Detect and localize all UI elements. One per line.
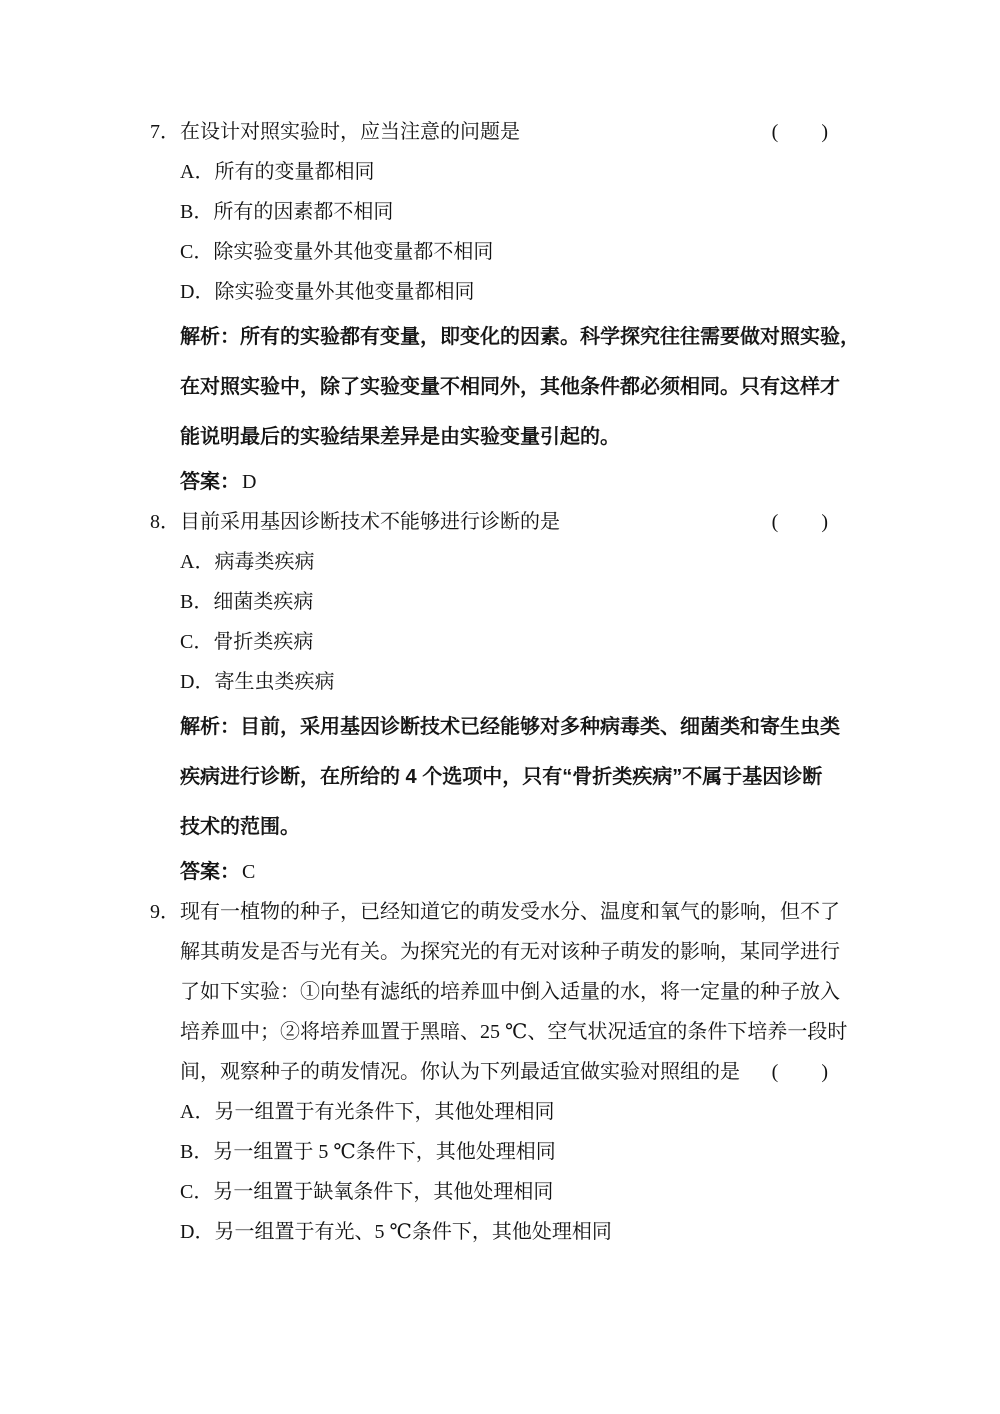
option-d: D．寄生虫类疾病 bbox=[180, 671, 335, 693]
answer-bracket: ( ) bbox=[771, 511, 829, 533]
question-9-stem-line-3: 了如下实验：①向垫有滤纸的培养皿中倒入适量的水，将一定量的种子放入 bbox=[180, 981, 840, 1003]
analysis-line: 疾病进行诊断，在所给的 4 个选项中，只有“骨折类疾病”不属于基因诊断 bbox=[180, 766, 823, 788]
analysis-line: 技术的范围。 bbox=[180, 816, 300, 838]
question-9-stem-line-1 bbox=[150, 892, 845, 932]
question-8-answer bbox=[150, 852, 845, 892]
question-8-options bbox=[150, 542, 845, 702]
answer-value: D bbox=[242, 471, 257, 493]
option-b: B．另一组置于 5 ℃条件下，其他处理相同 bbox=[180, 1141, 556, 1163]
answer-label: 答案： bbox=[180, 861, 240, 883]
option-d: D．除实验变量外其他变量都相同 bbox=[180, 281, 475, 303]
question-8-analysis bbox=[150, 702, 845, 852]
question-7-answer bbox=[150, 462, 845, 502]
option-a: A．所有的变量都相同 bbox=[180, 161, 375, 183]
option-c: C．骨折类疾病 bbox=[180, 631, 314, 653]
question-9-stem-line-2: 解其萌发是否与光有关。为探究光的有无对该种子萌发的影响，某同学进行 bbox=[180, 941, 840, 963]
question-number: 8． bbox=[150, 511, 180, 533]
question-9-options bbox=[150, 1092, 845, 1252]
option-d: D．另一组置于有光、5 ℃条件下，其他处理相同 bbox=[180, 1221, 612, 1243]
question-7 bbox=[150, 112, 860, 502]
analysis-line: 解析：所有的实验都有变量，即变化的因素。科学探究往往需要做对照实验， bbox=[180, 326, 860, 348]
question-stem-line: 现有一植物的种子，已经知道它的萌发受水分、温度和氧气的影响，但不了 bbox=[180, 901, 840, 923]
question-7-analysis bbox=[150, 312, 860, 462]
question-9-stem-line-5 bbox=[150, 1052, 845, 1092]
option-b: B．所有的因素都不相同 bbox=[180, 201, 394, 223]
question-stem: 在设计对照实验时，应当注意的问题是 bbox=[180, 121, 520, 143]
option-b: B．细菌类疾病 bbox=[180, 591, 314, 613]
question-9-stem-line-4: 培养皿中；②将培养皿置于黑暗、25 ℃、空气状况适宜的条件下培养一段时 bbox=[180, 1021, 848, 1043]
question-stem-line: 间，观察种子的萌发情况。你认为下列最适宜做实验对照组的是 bbox=[180, 1061, 740, 1083]
question-number: 7． bbox=[150, 121, 180, 143]
question-9 bbox=[150, 892, 848, 1252]
exam-content bbox=[150, 112, 860, 1252]
analysis-line: 解析：目前，采用基因诊断技术已经能够对多种病毒类、细菌类和寄生虫类 bbox=[180, 716, 840, 738]
question-7-options bbox=[150, 152, 845, 312]
option-a: A．病毒类疾病 bbox=[180, 551, 315, 573]
question-7-stem-line bbox=[150, 112, 845, 152]
question-8 bbox=[150, 502, 845, 892]
answer-value: C bbox=[242, 861, 256, 883]
answer-label: 答案： bbox=[180, 471, 240, 493]
analysis-line: 能说明最后的实验结果差异是由实验变量引起的。 bbox=[180, 426, 620, 448]
analysis-line: 在对照实验中，除了实验变量不相同外，其他条件都必须相同。只有这样才 bbox=[180, 376, 840, 398]
option-c: C．除实验变量外其他变量都不相同 bbox=[180, 241, 494, 263]
question-8-stem-line bbox=[150, 502, 845, 542]
question-number: 9． bbox=[150, 901, 180, 923]
question-stem: 目前采用基因诊断技术不能够进行诊断的是 bbox=[180, 511, 560, 533]
option-a: A．另一组置于有光条件下，其他处理相同 bbox=[180, 1101, 555, 1123]
option-c: C．另一组置于缺氧条件下，其他处理相同 bbox=[180, 1181, 554, 1203]
answer-bracket: ( ) bbox=[771, 1061, 829, 1083]
answer-bracket: ( ) bbox=[771, 121, 829, 143]
